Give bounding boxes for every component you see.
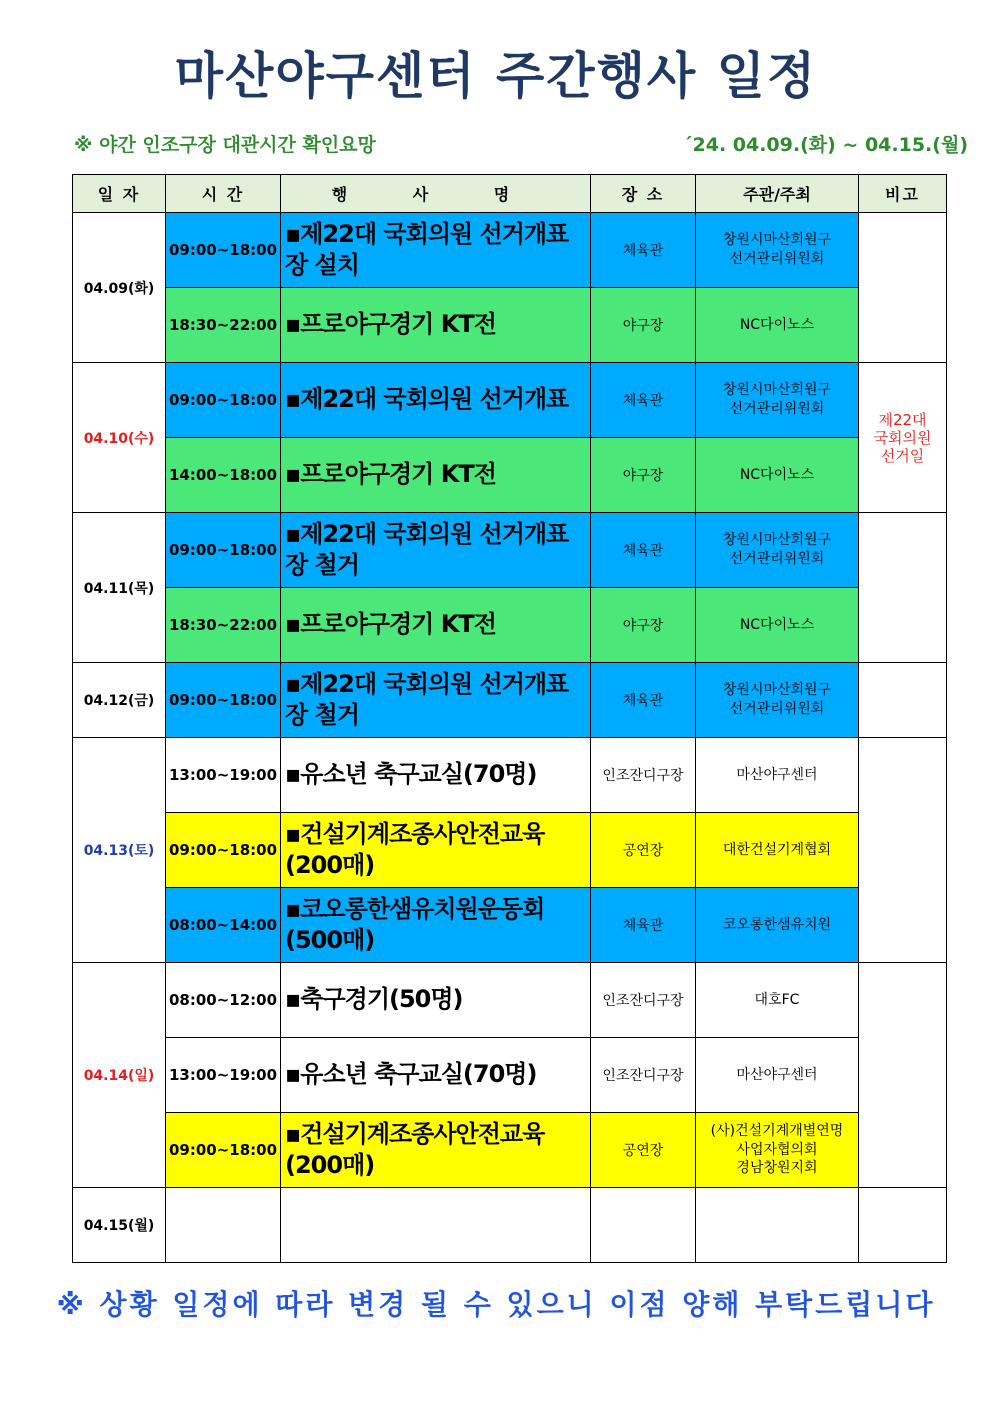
place-cell: 인조잔디구장 [591,1038,696,1113]
table-row [73,963,947,1038]
time-cell: 18:30~22:00 [166,288,281,363]
event-cell: ▪제22대 국회의원 선거개표 [281,363,591,438]
header-time: 시 간 [166,175,281,213]
date-cell: 04.10(수) [73,363,166,513]
note-cell [859,963,947,1188]
host-cell: 창원시마산회원구 선거관리위원회 [696,663,859,738]
header-date: 일 자 [73,175,166,213]
schedule-table [72,174,947,1263]
event-cell: ▪축구경기(50명) [281,963,591,1038]
place-cell: 인조잔디구장 [591,963,696,1038]
date-cell: 04.14(일) [73,963,166,1188]
event-cell [281,1188,591,1263]
event-cell: ▪제22대 국회의원 선거개표장 철거 [281,663,591,738]
time-cell: 08:00~14:00 [166,888,281,963]
header-place: 장 소 [591,175,696,213]
event-cell: ▪프로야구경기 KT전 [281,438,591,513]
host-cell: (사)건설기계개별연명 사업자협의회 경남창원지회 [696,1113,859,1188]
note-cell [859,738,947,963]
header-note: 비고 [859,175,947,213]
time-cell: 13:00~19:00 [166,1038,281,1113]
table-row [73,588,947,663]
time-cell: 08:00~12:00 [166,963,281,1038]
date-cell: 04.09(화) [73,213,166,363]
page-title: 마산야구센터 주간행사 일정 [174,47,818,105]
place-cell: 체육관 [591,363,696,438]
host-cell: 대호FC [696,963,859,1038]
time-cell: 09:00~18:00 [166,663,281,738]
event-cell: ▪프로야구경기 KT전 [281,288,591,363]
subnote: ※ 야간 인조구장 대관시간 확인요망 [74,134,376,156]
host-cell: 마산야구센터 [696,738,859,813]
host-cell: NC다이노스 [696,438,859,513]
note-cell [859,663,947,738]
footer-notice: ※ 상황 일정에 따라 변경 될 수 있으니 이점 양해 부탁드립니다 [56,1288,936,1321]
date-cell: 04.12(금) [73,663,166,738]
note-cell: 제22대 국회의원 선거일 [859,363,947,513]
host-cell: NC다이노스 [696,588,859,663]
table-row [73,213,947,288]
date-cell: 04.11(목) [73,513,166,663]
host-cell: NC다이노스 [696,288,859,363]
header-row [73,175,947,213]
time-cell: 09:00~18:00 [166,363,281,438]
host-cell [696,1188,859,1263]
event-cell: ▪건설기계조종사안전교육(200매) [281,1113,591,1188]
place-cell: 체육관 [591,888,696,963]
place-cell: 공연장 [591,813,696,888]
place-cell: 야구장 [591,438,696,513]
table-row [73,288,947,363]
place-cell: 체육관 [591,513,696,588]
event-cell: ▪유소년 축구교실(70명) [281,1038,591,1113]
table-row [73,1113,947,1188]
place-cell: 야구장 [591,288,696,363]
table-row [73,1188,947,1263]
host-cell: 창원시마산회원구 선거관리위원회 [696,513,859,588]
table-row [73,888,947,963]
period-range: ´24. 04.09.(화) ~ 04.15.(월) [683,134,968,156]
host-cell: 코오롱한샘유치원 [696,888,859,963]
host-cell: 대한건설기계협회 [696,813,859,888]
header-event: 행 사 명 [281,175,591,213]
time-cell [166,1188,281,1263]
note-cell [859,1188,947,1263]
table-row [73,363,947,438]
schedule-body [73,213,947,1263]
event-cell: ▪제22대 국회의원 선거개표장 철거 [281,513,591,588]
table-row [73,513,947,588]
table-row [73,738,947,813]
note-cell [859,513,947,663]
table-row [73,663,947,738]
host-cell: 창원시마산회원구 선거관리위원회 [696,363,859,438]
note-cell [859,213,947,363]
time-cell: 13:00~19:00 [166,738,281,813]
time-cell: 09:00~18:00 [166,1113,281,1188]
event-cell: ▪제22대 국회의원 선거개표장 설치 [281,213,591,288]
time-cell: 09:00~18:00 [166,213,281,288]
place-cell [591,1188,696,1263]
header-host: 주관/주최 [696,175,859,213]
time-cell: 09:00~18:00 [166,513,281,588]
place-cell: 인조잔디구장 [591,738,696,813]
table-row [73,813,947,888]
place-cell: 공연장 [591,1113,696,1188]
time-cell: 18:30~22:00 [166,588,281,663]
host-cell: 창원시마산회원구 선거관리위원회 [696,213,859,288]
event-cell: ▪프로야구경기 KT전 [281,588,591,663]
date-cell: 04.15(월) [73,1188,166,1263]
place-cell: 체육관 [591,213,696,288]
host-cell: 마산야구센터 [696,1038,859,1113]
table-row [73,438,947,513]
event-cell: ▪유소년 축구교실(70명) [281,738,591,813]
event-cell: ▪코오롱한샘유치원운동회(500매) [281,888,591,963]
table-row [73,1038,947,1113]
place-cell: 야구장 [591,588,696,663]
event-cell: ▪건설기계조종사안전교육(200매) [281,813,591,888]
time-cell: 14:00~18:00 [166,438,281,513]
time-cell: 09:00~18:00 [166,813,281,888]
place-cell: 체육관 [591,663,696,738]
date-cell: 04.13(토) [73,738,166,963]
